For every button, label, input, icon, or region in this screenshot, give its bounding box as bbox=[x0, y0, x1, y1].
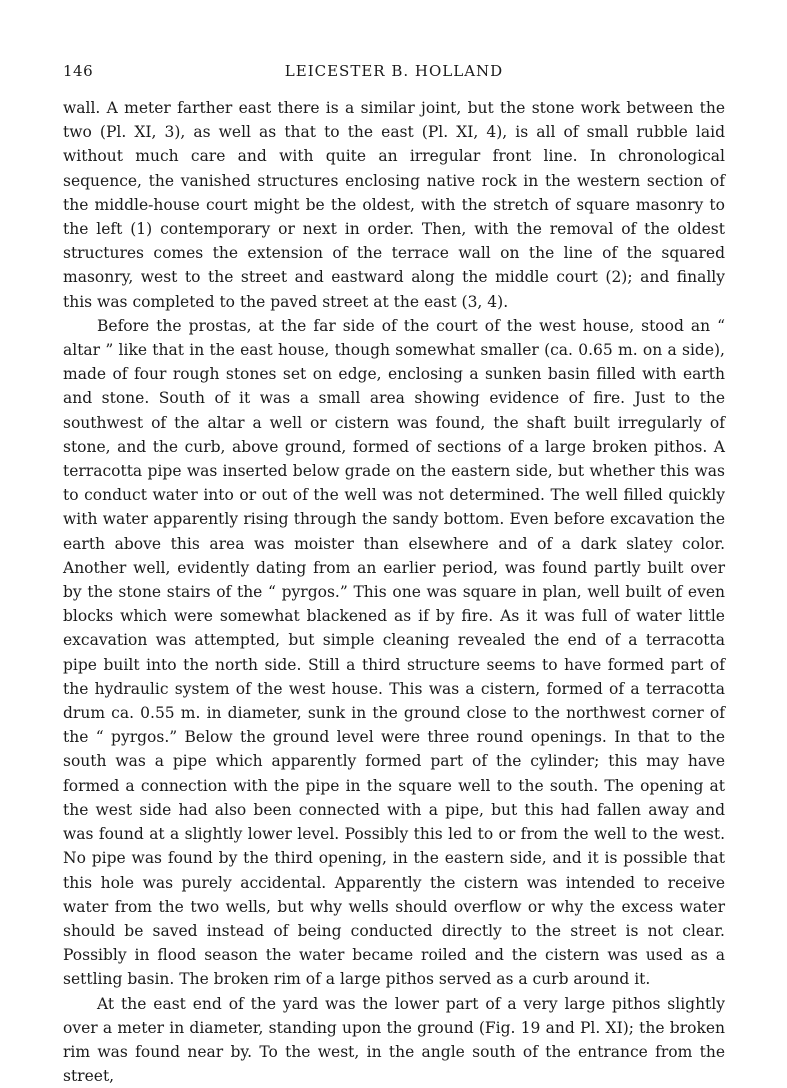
paragraph-altar-and-wells: Before the prostas, at the far side of the court of the west house, stood an “ altar ” like that in the east house, though somewhat smaller (ca. 0.65 m. on a side), made of four rough stones set on edge, enclosing a sunken basin filled with earth and stone. South of it was a small area showing evidence of fire. Just to the southwest of the altar a well or cistern was found, the shaft built irregularly of stone, and the curb, above ground, formed of sections of a large broken pithos. A terracotta pipe was inserted below grade on the eastern side, but whether this was to conduct water into or out of the well was not determined. The well filled quickly with water apparently rising through the sandy bottom. Even before excavation the earth above this area was moister than elsewhere and of a dark slatey color. Another well, evidently dating from an earlier period, was found partly built over by the stone stairs of the “ pyrgos.” This one was square in plan, well built of even blocks which were somewhat blackened as if by fire. As it was full of water little excavation was attempted, but simple cleaning revealed the end of a terracotta pipe built into the north side. Still a third structure seems to have formed part of the hydraulic system of the west house. This was a cistern, formed of a terracotta drum ca. 0.55 m. in diameter, sunk in the ground close to the northwest corner of the “ pyrgos.” Below the ground level were three round openings. In that to the south was a pipe which apparently formed part of the cylinder; this may have formed a connection with the pipe in the square well to the south. The opening at the west side had also been connected with a pipe, but this had fallen away and was found at a slightly lower level. Possibly this led to or from the well to the west. No pipe was found by the third opening, in the eastern side, and it is possible that this hole was purely accidental. Apparently the cistern was intended to receive water from the two wells, but why wells should overflow or why the excess water should be saved instead of being conducted directly to the street is not clear. Possibly in flood season the water became roiled and the cistern was used as a settling basin. The broken rim of a large pithos served as a curb around it. bbox=[63, 316, 725, 989]
page-number: 146 bbox=[63, 62, 94, 80]
paragraph-pithos: At the east end of the yard was the lower part of a very large pithos slightly over a meter in diameter, standing upon the ground (Fig. 19 and Pl. XI); the broken rim was found near by. To the west, in the angle south of the entrance from the street, bbox=[63, 994, 725, 1086]
body-text bbox=[63, 96, 725, 1088]
page bbox=[63, 62, 725, 1088]
running-head bbox=[63, 62, 725, 86]
paragraph-continued: wall. A meter farther east there is a similar joint, but the stone work between the two (Pl. XI, 3), as well as that to the east (Pl. XI, 4), is all of small rubble laid without much care and with quite an irregular front line. In chronological sequence, the vanished structures enclosing native rock in the western section of the middle-house court might be the oldest, with the stretch of square masonry to the left (1) contemporary or next in order. Then, with the removal of the oldest structures comes the extension of the terrace wall on the line of the squared masonry, west to the street and eastward along the middle court (2); and finally this was completed to the paved street at the east (3, 4). bbox=[63, 99, 725, 311]
running-title: LEICESTER B. HOLLAND bbox=[284, 62, 504, 80]
